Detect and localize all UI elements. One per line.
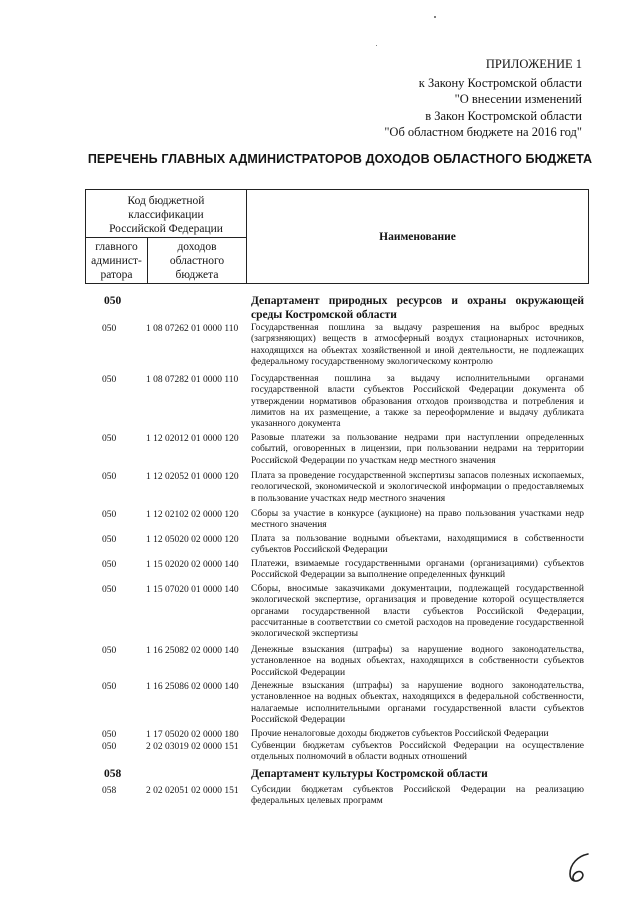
- admin-code: 050: [102, 560, 117, 570]
- admin-code: 058: [104, 768, 122, 780]
- row-description: Департамент культуры Костромской области: [251, 768, 488, 780]
- income-code: 1 12 05020 02 0000 120: [146, 535, 239, 545]
- income-code: 1 08 07262 01 0000 110: [146, 324, 239, 334]
- admin-code: 050: [102, 585, 117, 595]
- income-code: 2 02 03019 02 0000 151: [146, 742, 239, 752]
- row-description: Сборы за участие в конкурсе (аукционе) на право пользования участками недр местного значения: [251, 509, 584, 531]
- admin-code: 050: [102, 646, 117, 656]
- row-description: Субсидии бюджетам субъектов Российской Федерации на реализацию федеральных целевых программ: [251, 785, 584, 807]
- header-admin: [86, 238, 148, 283]
- income-code: 1 08 07282 01 0000 110: [146, 375, 239, 385]
- row-description: Сборы, вносимые заказчиками документации, подлежащей государственной экологической экспертизе, организация и проведение которой осуществляется органами государственной власти субъектов Российской Федерации, рассчитанные в соответствии со сметой расходов на проведение государственной экологической экспертизы: [251, 584, 584, 640]
- header-code-line: Код бюджетной: [127, 195, 205, 207]
- income-code: 1 16 25082 02 0000 140: [146, 646, 239, 656]
- header-code-line: классификации: [128, 209, 204, 221]
- admin-code: 050: [102, 375, 117, 385]
- income-code: 1 15 02020 02 0000 140: [146, 560, 239, 570]
- appendix-line: "Об областном бюджете на 2016 год": [384, 125, 582, 139]
- header-income: [148, 238, 247, 283]
- income-code: 1 15 07020 01 0000 140: [146, 585, 239, 595]
- row-description: Государственная пошлина за выдачу исполнительными органами государственной власти субъектов Российской Федерации документа об утверждении нормативов образования отходов производства и потребления и лимитов на их размещение, а также за переоформление и выдачу дубликата указанного документа: [251, 374, 584, 430]
- admin-code: 050: [102, 730, 117, 740]
- header-code-line: Российской Федерации: [109, 223, 223, 235]
- income-code: 2 02 02051 02 0000 151: [146, 786, 239, 796]
- appendix-line: к Закону Костромской области: [418, 75, 582, 90]
- header-code-group: [86, 190, 247, 238]
- header-name: Наименование: [379, 230, 456, 243]
- header-admin-line: главного: [95, 241, 138, 253]
- row-description: Плата за пользование водными объектами, находящимися в собственности субъектов Российской Федерации: [251, 534, 584, 556]
- table-header: [85, 189, 589, 284]
- admin-code: 050: [102, 510, 117, 520]
- admin-code: 058: [102, 786, 117, 796]
- row-description: Платежи, взимаемые государственными органами (организациями) субъектов Российской Федерации за выполнение определенных функций: [251, 559, 584, 581]
- page-title: ПЕРЕЧЕНЬ ГЛАВНЫХ АДМИНИСТРАТОРОВ ДОХОДОВ ОБЛАСТНОГО БЮДЖЕТА: [87, 152, 593, 166]
- scan-speck: [376, 45, 377, 46]
- row-description: Плата за проведение государственной экспертизы запасов полезных ископаемых, геологической, экономической и экологической информации о предоставляемых в пользование участках недр местного значения: [251, 471, 584, 504]
- row-description: Департамент природных ресурсов и охраны окружающей среды Костромской области: [251, 295, 584, 321]
- admin-code: 050: [102, 434, 117, 444]
- admin-code: 050: [102, 682, 117, 692]
- row-description: Субвенции бюджетам субъектов Российской Федерации на осуществление отдельных полномочий в области водных отношений: [251, 741, 584, 763]
- income-code: 1 17 05020 02 0000 180: [146, 730, 239, 740]
- handwritten-six: [570, 854, 588, 881]
- row-description: Государственная пошлина за выдачу разрешения на выброс вредных (загрязняющих) веществ в атмосферный воздух стационарных источников, находящихся на объектах хозяйственной и иной деятельности, не подлежащих федеральному государственному экологическому контролю: [251, 323, 584, 367]
- appendix-block: [384, 56, 582, 141]
- admin-code: 050: [102, 742, 117, 752]
- header-admin-line: ратора: [100, 269, 133, 281]
- income-code: 1 12 02012 01 0000 120: [146, 434, 239, 444]
- appendix-line: в Закон Костромской области: [425, 108, 582, 123]
- header-income-line: доходов: [177, 241, 217, 253]
- admin-code: 050: [102, 472, 117, 482]
- row-description: Денежные взыскания (штрафы) за нарушение водного законодательства, установленное на водных объектах, находящихся в собственности субъектов Российской Федерации: [251, 645, 584, 678]
- income-code: 1 12 02052 01 0000 120: [146, 472, 239, 482]
- header-income-line: бюджета: [175, 269, 219, 281]
- income-code: 1 12 02102 02 0000 120: [146, 510, 239, 520]
- admin-code: 050: [102, 535, 117, 545]
- appendix-title: ПРИЛОЖЕНИЕ 1: [485, 57, 582, 71]
- row-description: Денежные взыскания (штрафы) за нарушение водного законодательства, установленное на водных объектах, находящихся в федеральной собственности, налагаемые исполнительными органами государственной власти субъектов Российской Федерации: [251, 681, 584, 725]
- row-description: Разовые платежи за пользование недрами при наступлении определенных событий, оговоренных в лицензии, при пользовании недрами на территории Российской Федерации по участкам недр местного значения: [251, 433, 584, 466]
- header-admin-line: админист-: [91, 255, 142, 267]
- admin-code: 050: [102, 324, 117, 334]
- income-code: 1 16 25086 02 0000 140: [146, 682, 239, 692]
- admin-code: 050: [104, 295, 122, 307]
- appendix-line: "О внесении изменений: [454, 92, 582, 106]
- page-number-mark: [560, 848, 600, 888]
- row-description: Прочие неналоговые доходы бюджетов субъектов Российской Федерации: [251, 729, 549, 739]
- scan-speck: [434, 16, 436, 18]
- header-income-line: областного: [169, 255, 225, 267]
